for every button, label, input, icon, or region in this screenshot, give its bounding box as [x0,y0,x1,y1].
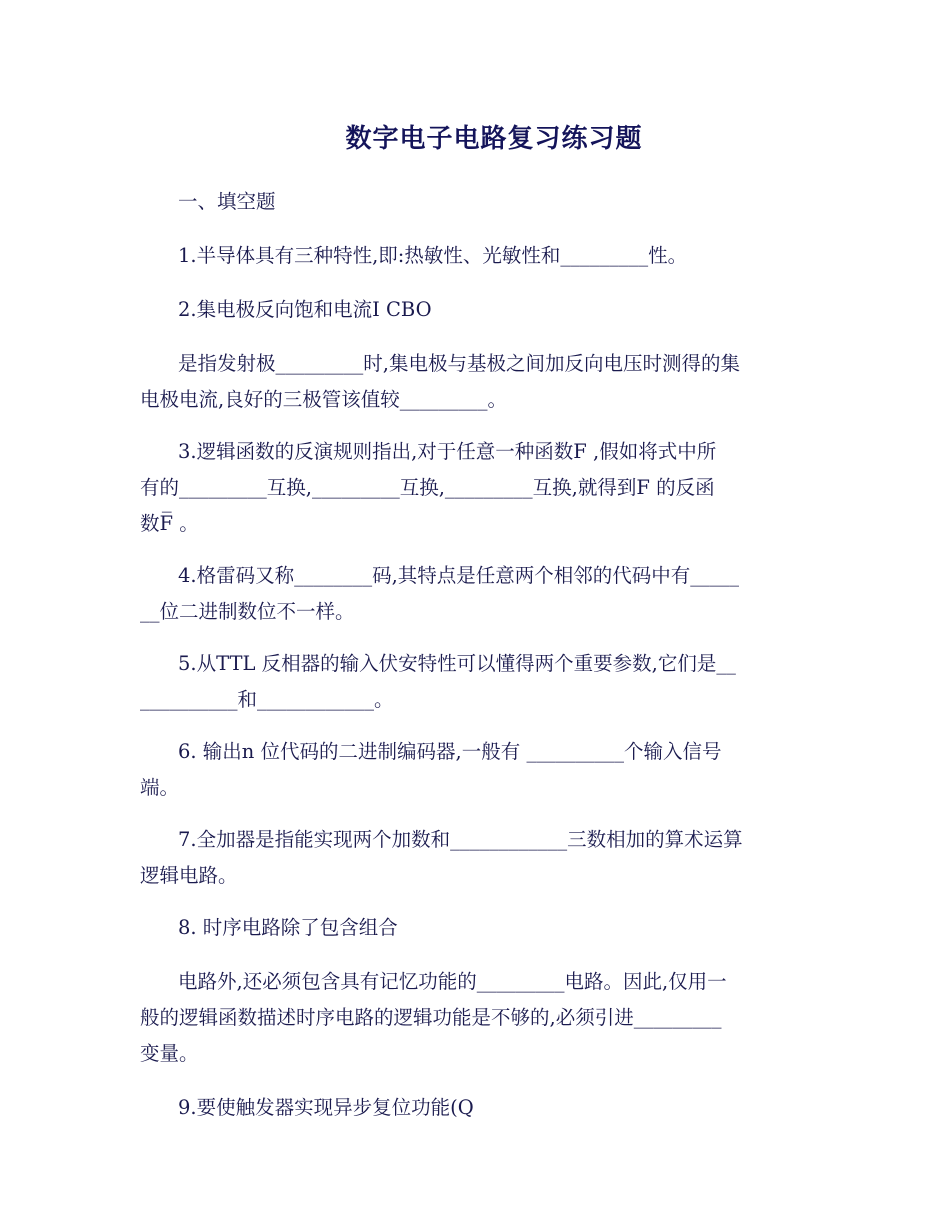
question-4-line-2: __位二进制数位不一样。 [140,600,355,623]
question-3-line-2: 有的_________互换,_________互换,_________互换,就得到F 的反函 [140,476,715,499]
question-8: 8. 时序电路除了包含组合 [178,916,398,939]
section-heading: 一、填空题 [178,190,276,213]
question-5-line-2: __________和____________。 [140,688,394,711]
question-2: 2.集电极反向饱和电流I CBO [178,298,432,321]
question-6-line-2: 端。 [140,776,180,799]
question-8-line-4: 变量。 [140,1042,199,1065]
question-9: 9.要使触发器实现异步复位功能(Q [178,1096,474,1119]
question-1: 1.半导体具有三种特性,即:热敏性、光敏性和_________性。 [178,244,688,267]
question-8-line-3: 般的逻辑函数描述时序电路的逻辑功能是不够的,必须引进_________ [140,1006,722,1029]
question-7-line-2: 逻辑电路。 [140,864,238,887]
question-6: 6. 输出n 位代码的二进制编码器,一般有 __________个输入信号 [178,740,722,763]
question-7: 7.全加器是指能实现两个加数和____________三数相加的算术运算 [178,828,743,851]
document-title: 数字电子电路复习练习题 [345,124,643,154]
question-4: 4.格雷码又称________码,其特点是任意两个相邻的代码中有_____ [178,564,740,587]
question-2-line-2: 是指发射极_________时,集电极与基极之间加反向电压时测得的集 [178,352,740,375]
question-5: 5.从TTL 反相器的输入伏安特性可以懂得两个重要参数,它们是__ [178,652,736,675]
question-3-line-3: 数F̅ 。 [140,512,199,535]
question-8-line-2: 电路外,还必须包含具有记忆功能的_________电路。因此,仅用一 [178,970,727,993]
question-3: 3.逻辑函数的反演规则指出,对于任意一种函数F ,假如将式中所 [178,440,717,463]
question-2-line-3: 电极电流,良好的三极管该值较_________。 [140,388,507,411]
